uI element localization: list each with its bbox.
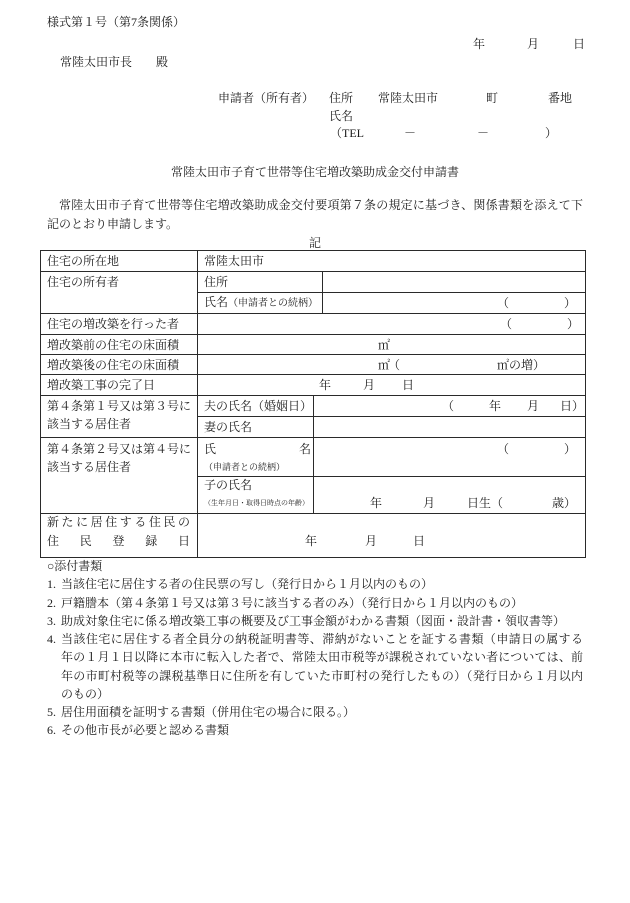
applicant-name-label: 氏名 xyxy=(329,109,354,123)
resident-name-value-cell xyxy=(313,437,586,477)
attachment-number: 1. xyxy=(47,577,56,591)
attachment-text-line-1: 当該住宅に居住する者全員分の納税証明書等、滞納がないことを証する書類（申請日の属する xyxy=(61,632,583,646)
renovator-value-cell xyxy=(197,313,586,335)
applicant-tel-separator-2: － xyxy=(477,126,490,140)
residents-2-4-label-cell xyxy=(40,437,198,514)
registration-date-label-line-1: 新たに居住する住民の xyxy=(47,515,190,529)
owner-address-label: 住所 xyxy=(204,275,229,289)
attachment-text: 戸籍謄本（第４条第１号又は第３号に該当する者のみ）（発行日から１月以内のもの） xyxy=(61,596,524,610)
area-before-label: 増改築前の住宅の床面積 xyxy=(47,337,180,352)
owner-name-label: 氏名 xyxy=(204,295,229,309)
attachments-heading: ○添付書類 xyxy=(47,559,103,573)
owner-name-value-cell xyxy=(322,292,586,314)
owner-label: 住宅の所有者 xyxy=(47,275,120,289)
completion-day: 日 xyxy=(402,378,415,392)
residents-1-3-label-cell xyxy=(40,395,198,438)
marriage-month: 月 xyxy=(527,399,540,413)
intro-line-2: 記のとおり申請します。 xyxy=(47,217,179,231)
wife-label: 妻の氏名 xyxy=(204,420,253,434)
residents-2-4-label-line-2: 該当する居住者 xyxy=(47,460,132,474)
husband-label-cell xyxy=(197,395,314,417)
child-birth-day: 日生（ xyxy=(467,496,504,510)
area-before-unit: ㎡ xyxy=(378,337,391,352)
marriage-year: 年 xyxy=(489,399,502,413)
applicant-banchi-suffix: 番地 xyxy=(548,91,573,105)
date-day: 日 xyxy=(573,37,586,51)
resident-name-label-cell xyxy=(197,437,314,477)
area-after-unit: ㎡ xyxy=(378,357,391,372)
resident-relation-paren-close: ） xyxy=(564,442,577,456)
applicant-tel-separator-1: － xyxy=(404,126,417,140)
owner-relation-paren-open: （ xyxy=(497,296,510,310)
completion-date-value-cell xyxy=(197,374,586,396)
owner-label-cell xyxy=(40,271,198,314)
owner-relation-paren-close: ） xyxy=(564,296,577,310)
date-month: 月 xyxy=(527,37,540,51)
child-birth-year: 年 xyxy=(370,496,383,510)
date-year: 年 xyxy=(473,37,486,51)
renovator-paren-open: （ xyxy=(500,317,513,331)
husband-label: 夫の氏名（婚姻日） xyxy=(204,399,313,413)
child-birth-month: 月 xyxy=(423,496,436,510)
wife-value-cell xyxy=(313,416,586,438)
renovator-label: 住宅の増改築を行った者 xyxy=(47,317,180,331)
owner-relation-note: （申請者との続柄） xyxy=(228,298,319,309)
wife-label-cell xyxy=(197,416,314,438)
attachment-number: 6. xyxy=(47,723,56,737)
attachment-number: 5. xyxy=(47,705,56,719)
owner-address-value-cell xyxy=(322,271,586,293)
residents-1-3-label-line-1: 第４条第１号又は第３号に xyxy=(47,399,192,413)
attachment-text: 助成対象住宅に係る増改築工事の概要及び工事金額がわかる書類（図面・設計書・領収書等） xyxy=(61,614,566,628)
owner-address-label-cell xyxy=(197,271,323,293)
area-after-label: 増改築後の住宅の床面積 xyxy=(47,357,180,372)
child-note: （生年月日・取得日時点の年齢） xyxy=(204,499,309,507)
child-age-close: 歳） xyxy=(552,496,577,510)
document-title: 常陸太田市子育て世帯等住宅増改築助成金交付申請書 xyxy=(170,165,459,179)
area-after-paren-open: （ xyxy=(388,357,401,372)
renovator-label-cell xyxy=(40,313,198,335)
attachment-text-line-2: 年の１月１日以降に本市に転入した者で、常陸太田市税等が課税されていない者については、前 xyxy=(61,650,583,664)
completion-date-label: 増改築工事の完了日 xyxy=(47,378,156,392)
attachment-text-line-4: のもの） xyxy=(61,687,110,701)
applicant-town-suffix: 町 xyxy=(486,91,499,105)
marriage-paren-open: （ xyxy=(442,399,455,413)
owner-name-label-group xyxy=(204,295,318,311)
attachment-number: 3. xyxy=(47,614,56,628)
applicant-city: 常陸太田市 xyxy=(378,91,439,105)
owner-name-label-cell xyxy=(197,292,323,314)
child-label: 子の氏名 xyxy=(204,478,253,492)
area-before-label-cell xyxy=(40,334,198,355)
location-label: 住宅の所在地 xyxy=(47,254,120,268)
husband-value-cell xyxy=(313,395,586,417)
renovator-paren-close: ） xyxy=(567,317,580,331)
attachment-text: 当該住宅に居住する者の住民票の写し（発行日から１月以内のもの） xyxy=(61,577,434,591)
resident-name-label: 氏 名 xyxy=(204,442,311,456)
applicant-address-label: 住所 xyxy=(329,91,354,105)
location-label-cell xyxy=(40,250,198,272)
attachment-text: その他市長が必要と認める書類 xyxy=(61,723,230,737)
completion-date-label-cell xyxy=(40,374,198,396)
child-value-cell xyxy=(313,476,586,514)
applicant-tel-prefix: （TEL xyxy=(330,126,364,140)
registration-day: 日 xyxy=(413,534,426,548)
applicant-label: 申請者（所有者） xyxy=(218,91,315,105)
area-after-label-cell xyxy=(40,354,198,375)
resident-relation-paren-open: （ xyxy=(497,442,510,456)
residents-2-4-label-line-1: 第４条第２号又は第４号に xyxy=(47,442,192,456)
registration-date-label-line-2: 住 民 登 録 日 xyxy=(47,534,190,548)
completion-year: 年 xyxy=(319,378,332,392)
area-after-increase: ㎡の増） xyxy=(497,357,546,372)
marriage-day-close: 日） xyxy=(560,399,585,413)
registration-date-value-cell xyxy=(197,513,586,558)
area-after-value-cell xyxy=(197,354,586,375)
resident-relation-note: （申請者との続柄） xyxy=(204,462,286,472)
ki-heading: 記 xyxy=(308,236,321,250)
attachment-number: 4. xyxy=(47,632,56,646)
intro-line-1: 常陸太田市子育て世帯等住宅増改築助成金交付要項第７条の規定に基づき、関係書類を添えて下 xyxy=(59,198,583,212)
addressee: 常陸太田市長 殿 xyxy=(60,55,169,69)
form-number: 様式第１号（第7条関係） xyxy=(47,15,186,29)
area-before-value-cell xyxy=(197,334,586,355)
child-label-cell xyxy=(197,476,314,514)
completion-month: 月 xyxy=(363,378,376,392)
registration-date-label-cell xyxy=(40,513,198,558)
registration-year: 年 xyxy=(305,534,318,548)
registration-month: 月 xyxy=(365,534,378,548)
attachment-text: 居住用面積を証明する書類（併用住宅の場合に限る。） xyxy=(61,705,356,719)
residents-1-3-label-line-2: 該当する居住者 xyxy=(47,417,132,431)
details-table xyxy=(40,250,586,558)
attachment-number: 2. xyxy=(47,596,56,610)
location-value-cell xyxy=(197,250,586,272)
attachment-text-line-3: 年の市町村税等の課税基準日に住所を有していた市町村の発行したもの）（発行日から１月以内 xyxy=(61,669,583,683)
location-value: 常陸太田市 xyxy=(204,254,265,268)
applicant-tel-suffix: ） xyxy=(545,126,558,140)
